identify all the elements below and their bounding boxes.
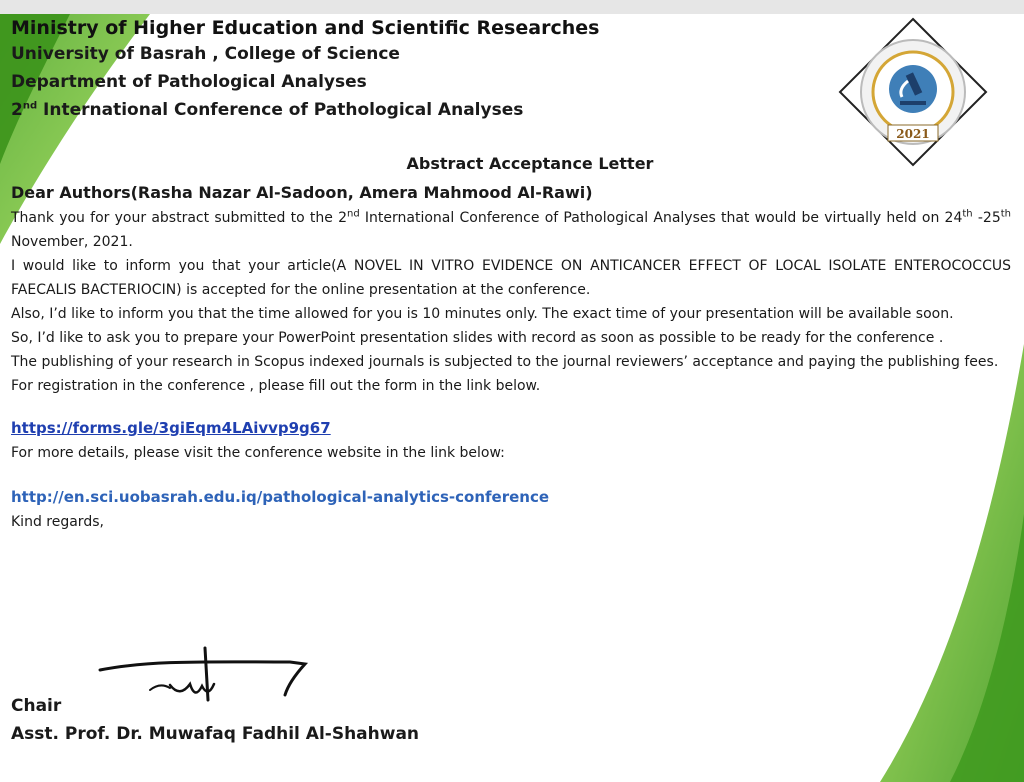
- microscope-icon: [889, 65, 937, 113]
- ministry-name: Ministry of Higher Education and Scientific Researches: [11, 17, 600, 39]
- paragraph-thanks: Thank you for your abstract submitted to the 2nd International Conference of Pathological Analyses that would be virtually held on 24th -25th November, 2021.: [11, 208, 1012, 250]
- department-name: Department of Pathological Analyses: [11, 72, 367, 92]
- logo-year: 2021: [896, 127, 930, 141]
- paragraph-registration: For registration in the conference , please fill out the form in the link below.: [11, 378, 541, 394]
- signer-name: Asst. Prof. Dr. Muwafaq Fadhil Al-Shahwan: [11, 724, 420, 744]
- salutation: Dear Authors(Rasha Nazar Al-Sadoon, Amera Mahmood Al-Rawi): [11, 183, 593, 202]
- university-name: University of Basrah , College of Science: [11, 44, 400, 64]
- conference-name: 2nd International Conference of Pathological Analyses: [11, 100, 524, 120]
- paragraph-acceptance: I would like to inform you that your article(A NOVEL IN VITRO EVIDENCE ON ANTICANCER EFFECT OF LOCAL ISOLATE ENTEROCOCCUS FAECALIS BACTERIOCIN) is accepted for the online presentation at the conference.: [11, 258, 1011, 298]
- top-bar: [0, 0, 1024, 14]
- paragraph-slides: So, I’d like to ask you to prepare your PowerPoint presentation slides with record as soon as possible to be ready for the conference .: [11, 330, 944, 346]
- letter-header: [11, 16, 791, 124]
- letter-body: [11, 180, 1011, 534]
- paragraph-details: For more details, please visit the conference website in the link below:: [11, 445, 505, 461]
- conference-logo: [838, 17, 988, 167]
- conference-website-link[interactable]: http://en.sci.uobasrah.edu.iq/pathological-analytics-conference: [11, 488, 550, 506]
- letter-title: Abstract Acceptance Letter: [406, 154, 654, 173]
- paragraph-time: Also, I’d like to inform you that the time allowed for you is 10 minutes only. The exact time of your presentation will be available soon.: [11, 306, 954, 322]
- chair-label: Chair: [11, 696, 62, 716]
- paragraph-publishing: The publishing of your research in Scopus indexed journals is subjected to the journal reviewers’ acceptance and paying the publishing fees.: [11, 354, 999, 370]
- registration-form-link[interactable]: https://forms.gle/3giEqm4LAivvp9g67: [11, 419, 331, 437]
- kind-regards: Kind regards,: [11, 514, 104, 530]
- chair-signature: [90, 640, 320, 710]
